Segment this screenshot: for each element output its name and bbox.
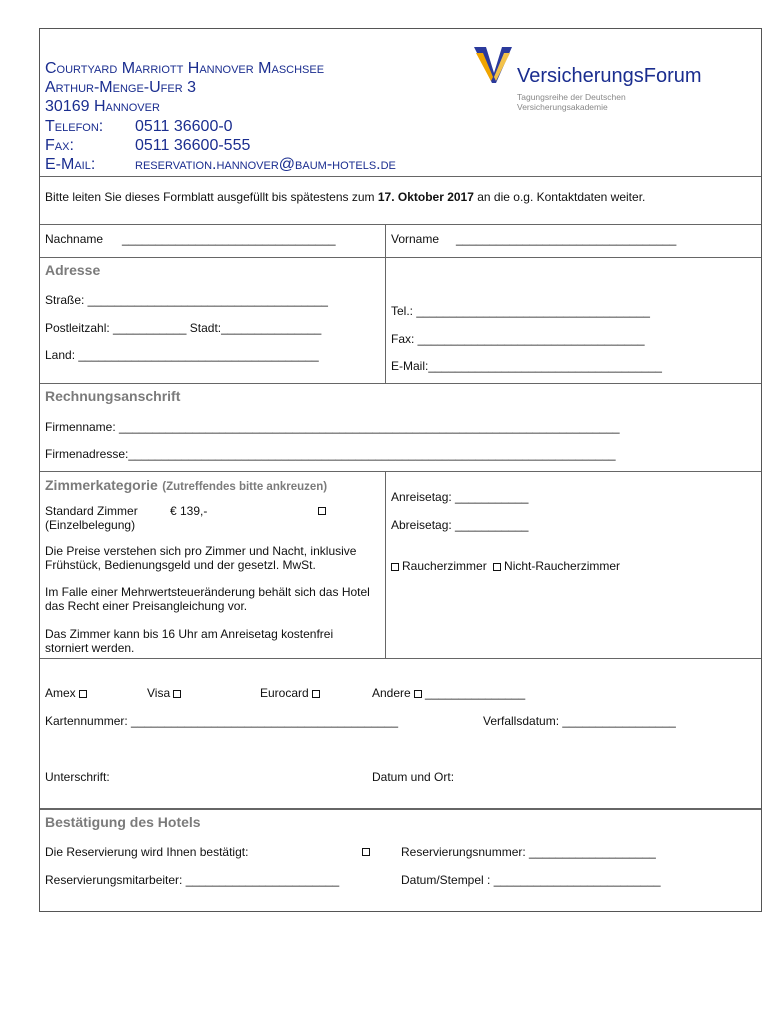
room-type-line2: (Einzelbelegung) [45,518,136,532]
other-option: Andere _______________ [372,686,526,700]
fax-field[interactable]: Fax: __________________________________ [391,332,645,346]
fax-value: 0511 36600-555 [135,137,251,154]
vat-note: Im Falle einer Mehrwertsteueränderung behält sich das Hotel das Recht einer Preisangleichung vor. [45,585,370,613]
eurocard-option: Eurocard [260,686,320,700]
lastname-label: Nachname [45,232,104,246]
firstname-label: Vorname [391,232,440,246]
expiry-field[interactable]: Verfallsdatum: _________________ [483,714,676,728]
reservation-number-field[interactable]: Reservierungsnummer: ___________________ [401,845,656,859]
visa-option: Visa [147,686,181,700]
other-field[interactable]: _______________ [425,686,526,700]
firstname-field[interactable]: _________________________________ [456,232,677,246]
confirmed-checkbox[interactable] [362,848,370,856]
intro-text: Bitte leiten Sie dieses Formblatt ausgefüllt bis spätestens zum 17. Oktober 2017 an die o.g. Kontaktdaten weiter. [45,190,646,204]
hotel-city: 30169 Hannover [45,98,160,115]
date-place-label[interactable]: Datum und Ort: [372,770,455,784]
other-checkbox[interactable] [414,690,422,698]
room-price: € 139,- [170,504,208,518]
versicherungsforum-logo-icon [472,43,516,87]
card-number-field[interactable]: Kartennummer: ________________________________________ [45,714,398,728]
country-field[interactable]: Land: ____________________________________ [45,348,319,362]
smoking-options [391,559,620,573]
standard-room-checkbox[interactable] [318,507,326,515]
cancellation-note: Das Zimmer kann bis 16 Uhr am Anreisetag kostenfrei storniert werden. [45,627,334,655]
confirmation-heading: Bestätigung des Hotels [45,814,201,830]
email-value[interactable]: reservation.hannover@baum-hotels.de [135,156,396,173]
room-type-line1: Standard Zimmer [45,504,138,518]
price-note: Die Preise verstehen sich pro Zimmer und Nacht, inklusive Frühstück, Bedienungsgeld und der gesetzl. MwSt. [45,544,357,572]
email-label: E-Mail: [45,156,96,173]
email-field[interactable]: E-Mail:___________________________________ [391,359,662,373]
hotel-name: Courtyard Marriott Hannover Maschsee [45,60,325,77]
arrival-field[interactable]: Anreisetag: ___________ [391,490,529,504]
departure-field[interactable]: Abreisetag: ___________ [391,518,529,532]
logo-tagline-2: Versicherungsakademie [517,102,608,112]
zip-city-field[interactable]: Postleitzahl: ___________ Stadt:_______________ [45,321,322,335]
visa-checkbox[interactable] [173,690,181,698]
company-address-field[interactable]: Firmenadresse:_________________________________________________________________________ [45,447,616,461]
phone-label: Telefon: [45,118,104,135]
fax-label: Fax: [45,137,74,154]
stamp-field[interactable]: Datum/Stempel : _________________________ [401,873,661,887]
phone-value: 0511 36600-0 [135,118,233,135]
reservation-form [39,28,762,912]
confirmed-label: Die Reservierung wird Ihnen bestätigt: [45,845,249,859]
smoker-label: Raucherzimmer [402,559,487,573]
logo-name: VersicherungsForum [517,65,702,87]
employee-field[interactable]: Reservierungsmitarbeiter: _______________________ [45,873,340,887]
street-field[interactable]: Straße: ____________________________________ [45,293,328,307]
logo-tagline-1: Tagungsreihe der Deutschen [517,92,626,102]
nonsmoker-label: Nicht-Raucherzimmer [504,559,621,573]
hotel-street: Arthur-Menge-Ufer 3 [45,79,197,96]
lastname-field[interactable]: ________________________________ [122,232,336,246]
amex-checkbox[interactable] [79,690,87,698]
room-heading: Zimmerkategorie (Zutreffendes bitte ankreuzen) [45,477,328,493]
nonsmoker-checkbox[interactable] [493,563,501,571]
tel-field[interactable]: Tel.: ___________________________________ [391,304,650,318]
amex-option: Amex [45,686,87,700]
address-heading: Adresse [45,262,101,278]
billing-heading: Rechnungsanschrift [45,388,181,404]
company-field[interactable]: Firmenname: ___________________________________________________________________________ [45,420,620,434]
smoker-checkbox[interactable] [391,563,399,571]
signature-label[interactable]: Unterschrift: [45,770,110,784]
eurocard-checkbox[interactable] [312,690,320,698]
